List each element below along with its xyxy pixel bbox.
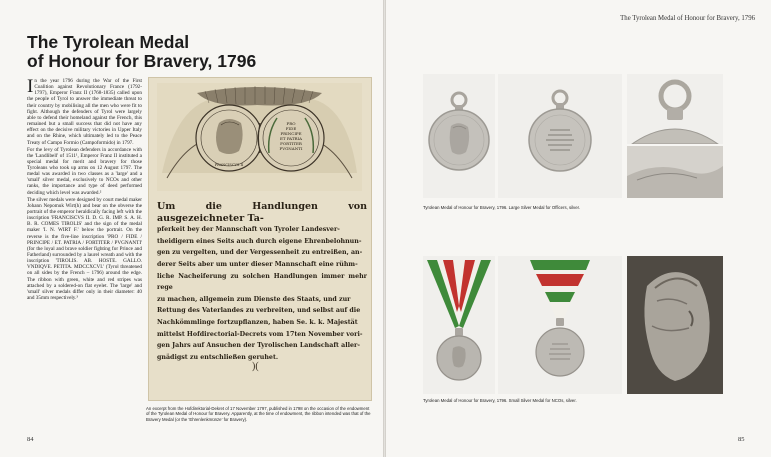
decree-caption: An excerpt from the Hofdirektorial-Dekret of 17 November 1797, published in 1798 on the occasion of the endowment of the Tyrolean Medal of Honour for Bravery. Apparently, at the time of endowment, the ribbon intended was that of the Bravery Medal (or the 'Ehrenlenkmünze' for Bravery). — [146, 406, 371, 422]
small-medal-obverse-with-ribbon-photo — [423, 256, 495, 394]
large-medal-caption: Tyrolean Medal of Honour for Bravery, 1796. Large Silver Medal for Officers, silver. — [423, 205, 580, 210]
decree-line: zu machen, allgemein zum Dienste des Staats, und zur — [157, 295, 351, 303]
paragraph-1 — [27, 78, 142, 146]
paragraph-1-text: n the year 1796 during the War of the First Coalition against Revolutionary France (1792-1797), Emperor Franz II (1768-1835) called upon the people of Tyrol to answer the immediate threat to their country by mobilising all the men who were fit to fight. Although the defenders of Tyrol were largely able to defend their homeland against the French, this remained but a small success that did not have any effect on the decisive military victories in Upper Italy and on the Rhine, which ultimately led to the Peace Treaty of Campo Formio (Campoformido) in 1797. — [27, 78, 142, 146]
running-head: The Tyrolean Medal of Honour for Bravery, 1796 — [620, 15, 755, 22]
decree-text — [157, 201, 367, 363]
page-title — [27, 33, 327, 71]
title-line-1: The Tyrolean Medal — [27, 32, 190, 52]
large-medal-reverse-photo — [498, 74, 622, 198]
page-number-right: 85 — [738, 436, 745, 443]
paragraph-3: The silver medals were designed by court medal maker Johann Nepomuk Wirt(h) and bear on the obverse the portrait of the emperor heraldically facing left with the inscription 'FRANCISCVS II. D. G. R. IMP. S. A. H. B. R. COMES TIROLIS' and the sign of the medal maker 'I. N. WIRT F.' below the portrait. On the reverse is the five-line inscription 'PRO / FIDE / PRINCIPE / ET. PATRIA / FORTITER / PVGNANTI' (for the loyal and brave soldier fighting for Prince and Fatherland) surrounded by a laurel wreath and with the inscription 'TIROLIS. AB. HOSTE. GALLO. VNDIQVE. PETITA. MDCCXCVI.' (Tyrol threatened on all sides by the French – 1796) around the edge. The ribbon with green, white and red stripes was attached by a soldered-on flat eyelet. The 'large' and 'small' silver medals differ only in their diameter: 40 and 35mm respectively.³ — [27, 196, 142, 302]
decree-document-image — [148, 77, 372, 401]
decree-line: theidigern eines Seits auch durch eigene Ehrenbelohnun- — [157, 237, 362, 245]
decree-line: gen zu vergelten, und der Vergessenheit zu entreißen, an- — [157, 249, 363, 257]
reverse-line-5: FORTITER — [280, 141, 302, 146]
medal-portrait-closeup-photo — [627, 256, 723, 394]
decree-line: derer Seits aber um unter dieser Mannschaft eine rühm- — [157, 260, 358, 268]
decree-line: gnädigst zu entschließen geruhet. — [157, 353, 279, 361]
paragraph-2: For the levy of Tyrolean defenders in accordance with the 'Landlibell' of 1511¹, Emperor Franz II instituted a special medal for merit and bravery for those Tyroleans who took up arms on 12 August 1797. The medal was awarded in two classes as a 'large' and a 'small' silver medal, exclusively to NCOs and other ranks, the importance and type of deed performed deciding which level was awarded.² — [27, 146, 142, 196]
reverse-line-3: PRINCIPE — [280, 131, 302, 136]
decree-line: liche Nacheiferung zu solchen Handlungen immer mehr rege — [157, 272, 367, 292]
decree-line: gen Jahrs auf Ansuchen der Tyrolischen Landschaft aller- — [157, 342, 360, 350]
large-medal-obverse-photo — [423, 74, 495, 198]
medal-eyelet-detail-photo — [627, 74, 723, 144]
title-line-2: of Honour for Bravery, 1796 — [27, 51, 257, 71]
medal-portrait-detail-photo — [627, 146, 723, 198]
decree-line: Nachkömmlinge fortzupflanzen, haben Se. k. k. Majestät — [157, 318, 358, 326]
small-medal-caption: Tyrolean Medal of Honour for Bravery, 1796. Small Silver Medal for NCOs, silver. — [423, 398, 577, 403]
decree-line: Rettung des Vaterlandes zu verbreiten, und selbst auf die — [157, 307, 361, 315]
seal-mark: )( — [252, 361, 259, 372]
reverse-line-1: PRO — [286, 121, 296, 126]
drop-cap: I — [27, 76, 34, 97]
body-text — [27, 78, 142, 302]
left-page — [0, 0, 383, 457]
medal-engraving — [157, 83, 362, 191]
decree-line: pferkeit bey der Mannschaft von Tyroler Landesver- — [157, 226, 340, 234]
reverse-line-2: FIDE — [285, 126, 297, 131]
reverse-line-6: PVGNANTI — [279, 146, 303, 151]
reverse-line-4: ET PATRIA — [279, 136, 303, 141]
page-number-left: 84 — [27, 436, 34, 443]
decree-lead-line: Um die Handlungen von ausgezeichneter Ta- — [157, 201, 367, 224]
decree-line: mittelst Hofdirectorial-Decrets vom 17ten November vori- — [157, 330, 363, 338]
obverse-inscription: FRANCISCVS II — [214, 163, 244, 167]
small-medal-reverse-with-ribbon-photo — [498, 256, 622, 394]
